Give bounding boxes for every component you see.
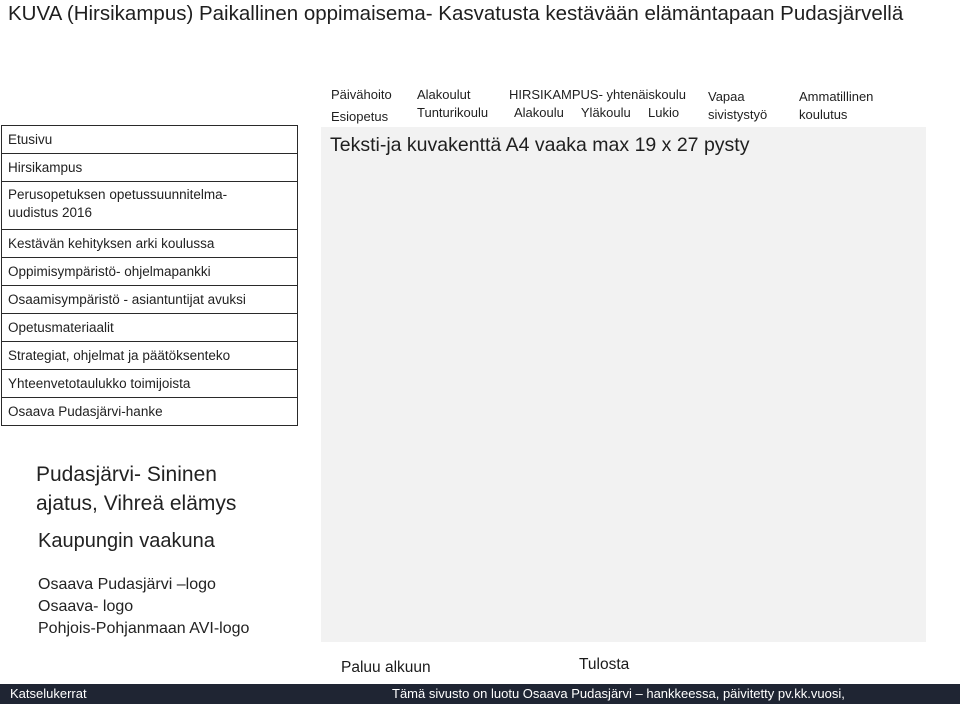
view-count-link[interactable]: Katselukerrat: [10, 686, 87, 701]
print-link[interactable]: Tulosta: [579, 656, 630, 673]
slogan-line1: Pudasjärvi- Sininen: [36, 463, 217, 486]
nav-ammatillinen-koulutus[interactable]: [799, 88, 873, 124]
nav-esiopetus[interactable]: Esiopetus: [331, 109, 389, 124]
sidebar-item-osaava-pudasjarvi[interactable]: Osaava Pudasjärvi-hanke: [2, 398, 297, 426]
nav-ammatillinen-line1: Ammatillinen: [799, 89, 874, 104]
sidebar-item-etusivu[interactable]: Etusivu: [2, 126, 297, 154]
nav-ammatillinen-line2: koulutus: [799, 107, 848, 122]
footer-credit: Tämä sivusto on luotu Osaava Pudasjärvi – hankkeessa, päivitetty pv.kk.vuosi,: [392, 686, 845, 701]
nav-vapaa-line2: sivistystyö: [708, 107, 768, 122]
sidebar-menu: [1, 125, 298, 426]
osaava-pudasjarvi-logo: Osaava Pudasjärvi –logo: [38, 576, 216, 593]
avi-logo: Pohjois-Pohjanmaan AVI-logo: [38, 620, 250, 637]
nav-alakoulu[interactable]: Alakoulu: [514, 105, 564, 120]
content-title: Teksti-ja kuvakenttä A4 vaaka max 19 x 27 pysty: [330, 134, 750, 156]
topnav-group-hirsikampus: [509, 86, 686, 122]
osaava-logo: Osaava- logo: [38, 598, 134, 615]
nav-ylakoulu[interactable]: Yläkoulu: [580, 105, 631, 120]
topnav-group-alakoulut: [417, 86, 488, 122]
slogan: [36, 460, 236, 518]
sidebar-item-strategiat[interactable]: Strategiat, ohjelmat ja päätöksenteko: [2, 342, 297, 370]
logo-list: [38, 574, 249, 640]
footer: [0, 684, 960, 704]
back-to-top-link[interactable]: Paluu alkuun: [341, 659, 431, 676]
sidebar-item-yhteenvetotaulukko[interactable]: Yhteenvetotaulukko toimijoista: [2, 370, 297, 398]
nav-alakoulut[interactable]: Alakoulut: [417, 87, 471, 102]
content-area: [321, 127, 926, 642]
nav-tunturikoulu[interactable]: Tunturikoulu: [417, 105, 489, 120]
coat-of-arms: Kaupungin vaakuna: [38, 530, 215, 552]
nav-hirsikampus[interactable]: HIRSIKAMPUS- yhtenäiskoulu: [509, 87, 687, 102]
sidebar-item-kestava-kehitys[interactable]: Kestävän kehityksen arki koulussa: [2, 230, 297, 258]
nav-lukio[interactable]: Lukio: [648, 105, 680, 120]
nav-vapaa-sivistystyo[interactable]: [708, 88, 767, 124]
sidebar-item-opetussuunnitelma[interactable]: Perusopetuksen opetussuunnitelma- uudistus 2016: [2, 182, 297, 230]
sidebar-item-hirsikampus[interactable]: Hirsikampus: [2, 154, 297, 182]
sidebar-item-osaamisymparisto[interactable]: Osaamisympäristö - asiantuntijat avuksi: [2, 286, 297, 314]
page-title: KUVA (Hirsikampus) Paikallinen oppimaisema- Kasvatusta kestävään elämäntapaan Pudasjärvellä: [8, 2, 904, 25]
topnav-group-early: [331, 86, 392, 126]
nav-vapaa-line1: Vapaa: [708, 89, 745, 104]
slogan-line2: ajatus, Vihreä elämys: [36, 492, 237, 515]
nav-paivahoito[interactable]: Päivähoito: [331, 87, 392, 102]
sidebar-item-oppimisymparisto[interactable]: Oppimisympäristö- ohjelmapankki: [2, 258, 297, 286]
sidebar-item-opetusmateriaalit[interactable]: Opetusmateriaalit: [2, 314, 297, 342]
